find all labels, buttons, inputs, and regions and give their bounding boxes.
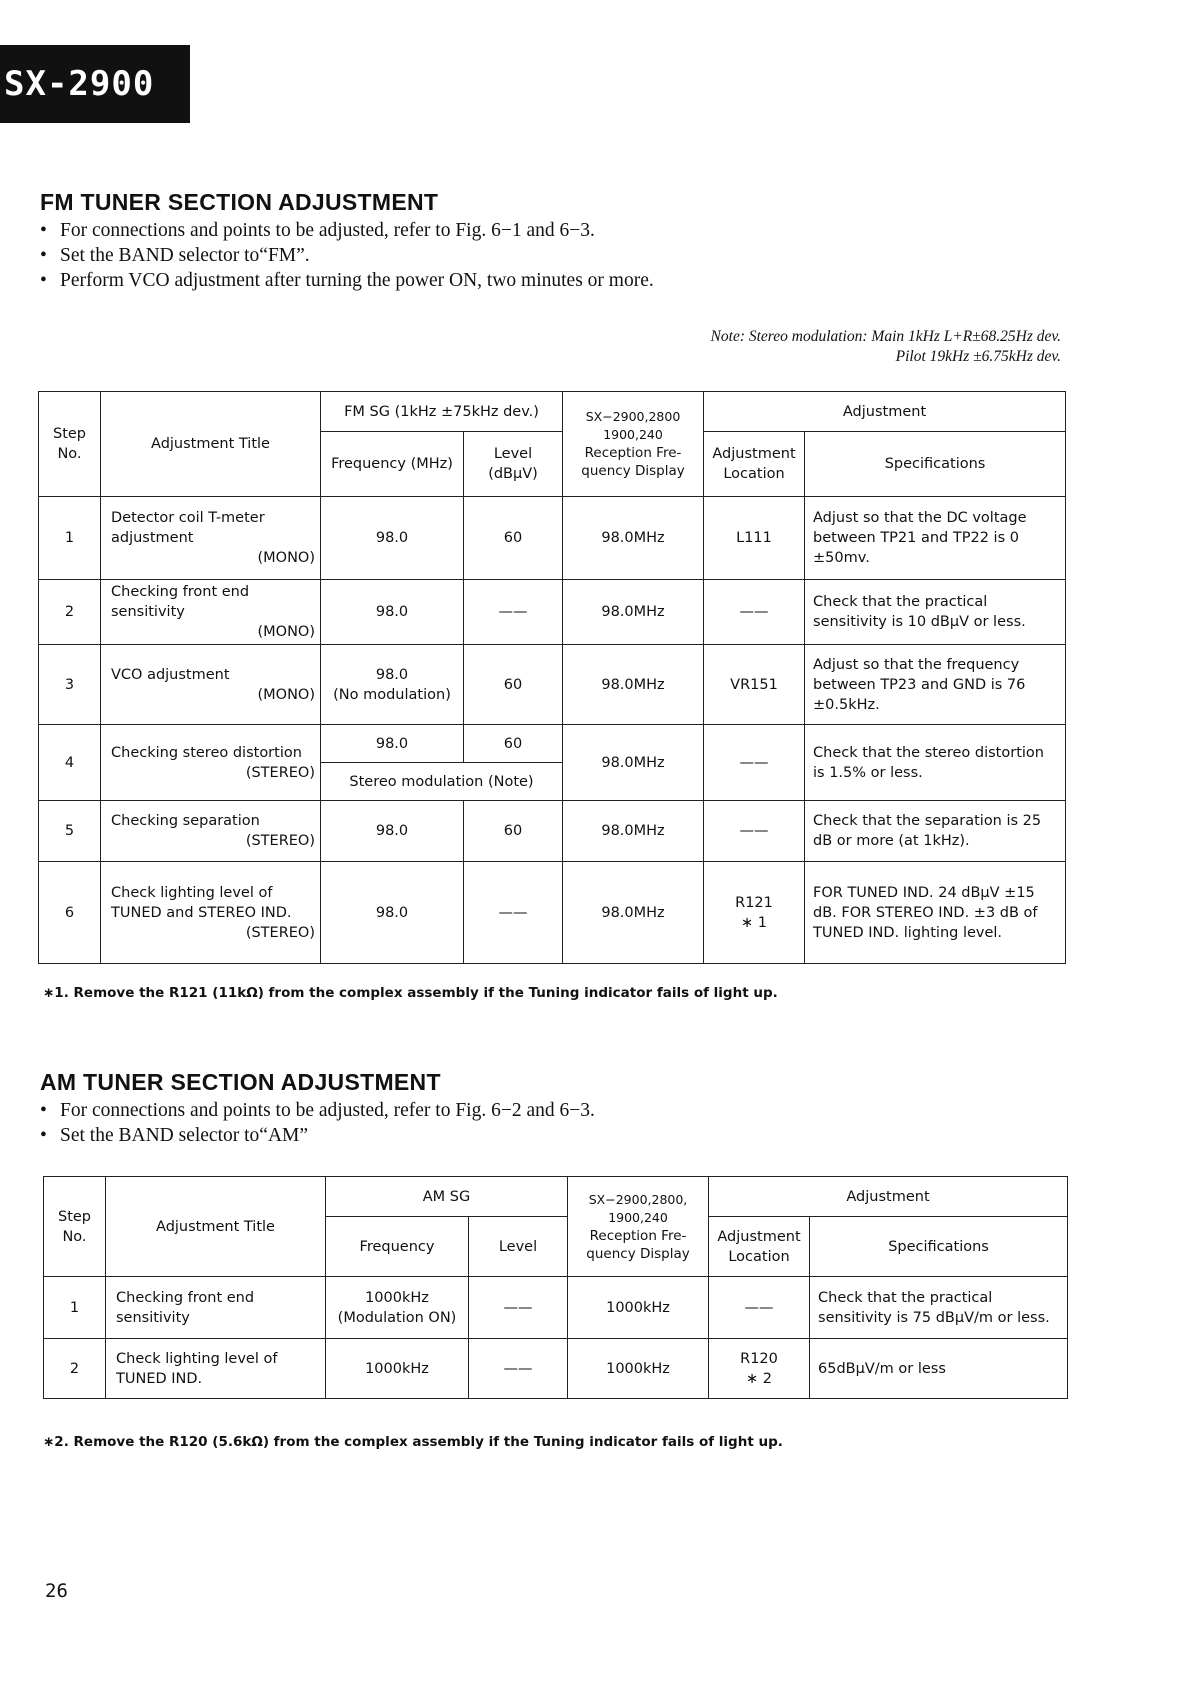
freq-note: (No modulation) — [333, 686, 451, 703]
title-cell — [101, 862, 321, 964]
step-cell: 6 — [39, 862, 101, 964]
fm-adjustment-table — [38, 391, 1066, 964]
spec-cell: FOR TUNED IND. 24 dBμV ±15 dB. FOR STEREO IND. ±3 dB of TUNED IND. lighting level. — [805, 862, 1066, 964]
header-adjustment: Adjustment — [709, 1177, 1068, 1217]
display-cell: 98.0MHz — [563, 862, 704, 964]
title-cell — [101, 801, 321, 862]
location-cell: L111 — [704, 497, 805, 580]
level-cell: 60 — [464, 725, 563, 763]
page-number: 26 — [45, 1580, 68, 1602]
freq-cell: 98.0 — [321, 801, 464, 862]
spec-cell: 65dBμV/m or less — [810, 1339, 1068, 1399]
mode-text: (STEREO) — [245, 924, 315, 941]
title-text: Check lighting level of TUNED and STEREO IND. — [111, 884, 292, 921]
header-sg: AM SG — [326, 1177, 568, 1217]
display-cell: 98.0MHz — [563, 497, 704, 580]
header-level: Level (dBμV) — [464, 432, 563, 497]
level-cell: —— — [469, 1277, 568, 1339]
step-cell: 1 — [39, 497, 101, 580]
freq-cell — [321, 645, 464, 725]
location-cell: —— — [704, 725, 805, 801]
spec-cell: Check that the stereo distortion is 1.5% or less. — [805, 725, 1066, 801]
level-cell: 60 — [464, 801, 563, 862]
mode-text: (MONO) — [257, 686, 315, 703]
fm-bullet: • Perform VCO adjustment after turning the power ON, two minutes or more. — [40, 268, 654, 293]
note-line: Pilot 19kHz ±6.75kHz dev. — [895, 348, 1061, 365]
header-step: Step No. — [44, 1177, 106, 1277]
table-row — [44, 1339, 1068, 1399]
location-value: R120 — [740, 1350, 778, 1367]
title-text: Checking separation — [111, 813, 260, 829]
location-cell: VR151 — [704, 645, 805, 725]
title-text: Checking stereo distortion — [111, 744, 302, 761]
title-cell — [101, 725, 321, 801]
fm-bullet: • For connections and points to be adjusted, refer to Fig. 6−1 and 6−3. — [40, 218, 654, 243]
am-section-title: AM TUNER SECTION ADJUSTMENT — [40, 1069, 441, 1095]
header-location: Adjustment Location — [704, 432, 805, 497]
level-cell: —— — [469, 1339, 568, 1399]
table-row — [39, 862, 1066, 964]
mode-text: (STEREO) — [245, 833, 315, 849]
step-cell: 4 — [39, 725, 101, 801]
freq-cell: 98.0 — [321, 725, 464, 763]
location-cell: —— — [709, 1277, 810, 1339]
fm-footnote: ∗1. Remove the R121 (11kΩ) from the complex assembly if the Tuning indicator fails of light up. — [43, 985, 778, 1001]
location-note: ∗ 2 — [746, 1370, 772, 1387]
model-logo: SX-2900 — [0, 45, 190, 123]
table-row — [44, 1277, 1068, 1339]
note-line: Note: Stereo modulation: Main 1kHz L+R±68.25Hz dev. — [710, 328, 1061, 345]
header-frequency: Frequency (MHz) — [321, 432, 464, 497]
freq-note: (Modulation ON) — [337, 1309, 457, 1326]
spec-cell: Check that the separation is 25 dB or more (at 1kHz). — [805, 801, 1066, 862]
mode-text: (MONO) — [257, 624, 315, 640]
title-text: Checking front end sensitivity — [111, 584, 250, 620]
header-display-models: SX−2900,2800 1900,240 — [585, 409, 681, 442]
fm-bullet: • Set the BAND selector to“FM”. — [40, 243, 654, 268]
table-row — [39, 725, 1066, 763]
freq-cell: 98.0 — [321, 497, 464, 580]
header-frequency: Frequency — [326, 1217, 469, 1277]
title-text: Detector coil T-meter adjustment — [111, 510, 265, 546]
location-note: ∗ 1 — [741, 914, 767, 931]
display-cell: 1000kHz — [568, 1339, 709, 1399]
header-level: Level — [469, 1217, 568, 1277]
location-cell — [709, 1339, 810, 1399]
header-display-models: SX−2900,2800, 1900,240 — [588, 1191, 688, 1225]
am-bullet: • For connections and points to be adjusted, refer to Fig. 6−2 and 6−3. — [40, 1098, 595, 1123]
freq-value: 98.0 — [375, 666, 409, 683]
am-bullet-list — [40, 1098, 595, 1148]
spec-cell: Adjust so that the frequency between TP23 and GND is 76 ±0.5kHz. — [805, 645, 1066, 725]
display-cell: 98.0MHz — [563, 645, 704, 725]
am-footnote: ∗2. Remove the R120 (5.6kΩ) from the complex assembly if the Tuning indicator fails of light up. — [43, 1434, 783, 1450]
title-cell — [101, 580, 321, 645]
title-text: VCO adjustment — [111, 666, 230, 683]
header-display — [563, 392, 704, 497]
level-cell: —— — [464, 862, 563, 964]
level-cell: 60 — [464, 645, 563, 725]
table-row — [39, 580, 1066, 645]
step-cell: 3 — [39, 645, 101, 725]
level-cell: —— — [464, 580, 563, 645]
header-display — [568, 1177, 709, 1277]
display-cell: 98.0MHz — [563, 801, 704, 862]
header-display-label: Reception Fre- quency Display — [581, 445, 685, 479]
freq-cell: 98.0 — [321, 580, 464, 645]
mode-text: (MONO) — [257, 550, 315, 566]
table-row — [39, 497, 1066, 580]
display-cell: 1000kHz — [568, 1277, 709, 1339]
am-adjustment-table — [43, 1176, 1068, 1399]
step-cell: 2 — [39, 580, 101, 645]
title-cell: Checking front end sensitivity — [106, 1277, 326, 1339]
location-value: R121 — [735, 894, 773, 911]
table-row — [39, 645, 1066, 725]
header-title: Adjustment Title — [106, 1177, 326, 1277]
header-location: Adjustment Location — [709, 1217, 810, 1277]
spec-cell: Check that the practical sensitivity is 10 dBμV or less. — [805, 580, 1066, 645]
header-title: Adjustment Title — [101, 392, 321, 497]
fm-bullet-list — [40, 218, 654, 293]
step-cell: 5 — [39, 801, 101, 862]
header-display-label: Reception Fre- quency Display — [586, 1227, 690, 1262]
title-cell — [101, 645, 321, 725]
stereo-modulation-note — [711, 327, 1061, 367]
step-cell: 2 — [44, 1339, 106, 1399]
fm-section-title: FM TUNER SECTION ADJUSTMENT — [40, 189, 439, 215]
freq-cell — [326, 1277, 469, 1339]
location-cell: —— — [704, 801, 805, 862]
step-cell: 1 — [44, 1277, 106, 1339]
title-cell — [101, 497, 321, 580]
location-cell — [704, 862, 805, 964]
table-row — [39, 801, 1066, 862]
display-cell: 98.0MHz — [563, 580, 704, 645]
location-cell: —— — [704, 580, 805, 645]
spec-cell: Adjust so that the DC voltage between TP21 and TP22 is 0 ±50mv. — [805, 497, 1066, 580]
mode-text: (STEREO) — [245, 764, 315, 781]
header-spec: Specifications — [805, 432, 1066, 497]
level-cell: 60 — [464, 497, 563, 580]
freq-cell: 98.0 — [321, 862, 464, 964]
header-step: Step No. — [39, 392, 101, 497]
title-cell: Check lighting level of TUNED IND. — [106, 1339, 326, 1399]
sg-note-cell: Stereo modulation (Note) — [321, 763, 563, 801]
am-bullet: • Set the BAND selector to“AM” — [40, 1123, 595, 1148]
freq-value: 1000kHz — [365, 1289, 429, 1306]
header-adjustment: Adjustment — [704, 392, 1066, 432]
display-cell: 98.0MHz — [563, 725, 704, 801]
spec-cell: Check that the practical sensitivity is 75 dBμV/m or less. — [810, 1277, 1068, 1339]
header-sg: FM SG (1kHz ±75kHz dev.) — [321, 392, 563, 432]
header-spec: Specifications — [810, 1217, 1068, 1277]
freq-cell: 1000kHz — [326, 1339, 469, 1399]
